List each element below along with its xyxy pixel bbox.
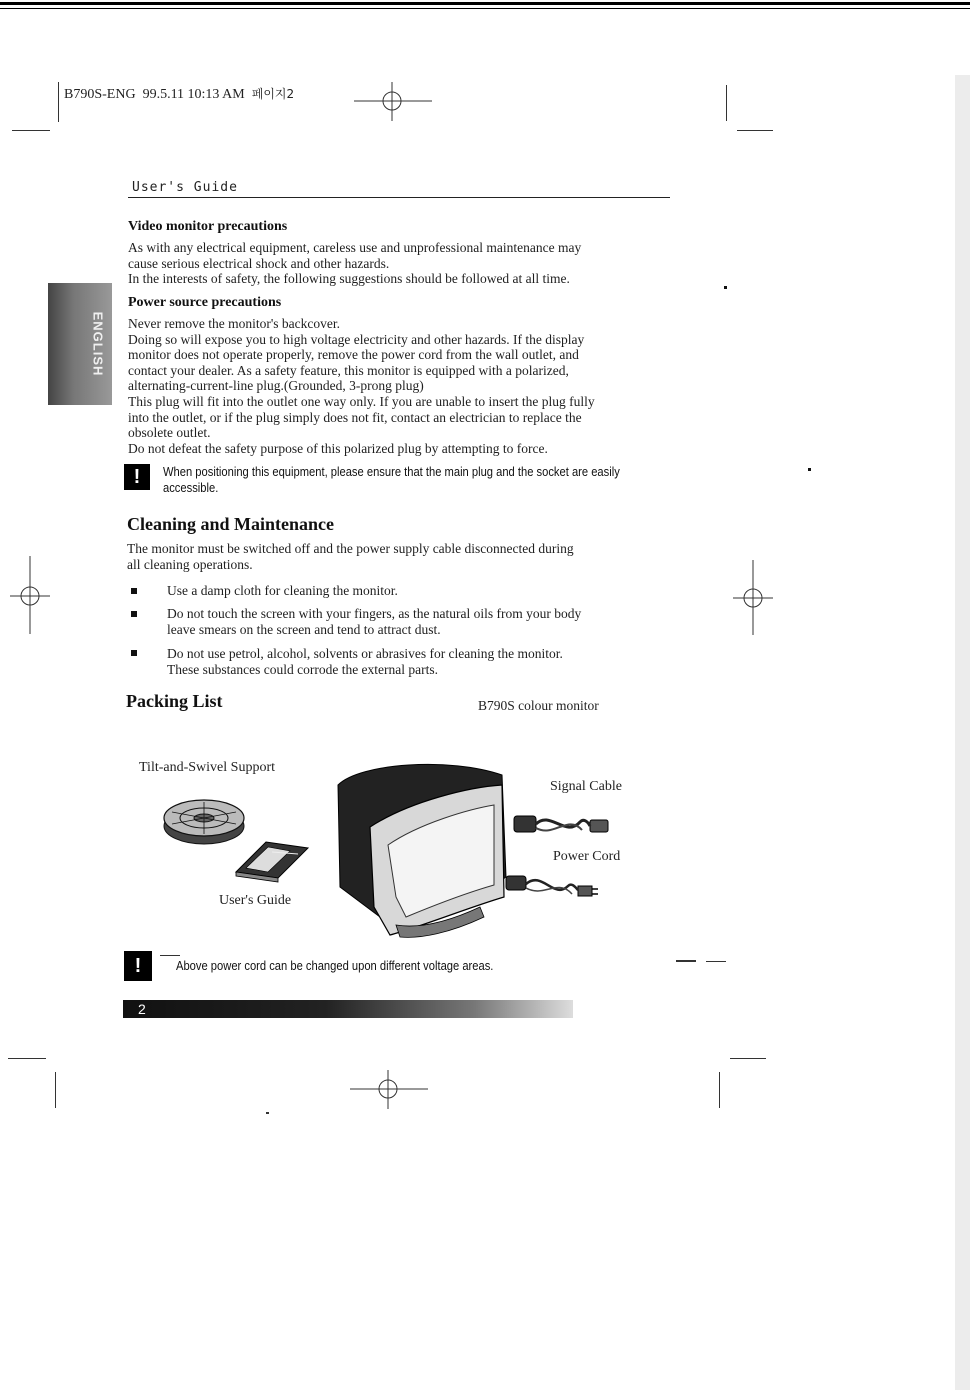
crop-mark-icon (737, 130, 773, 131)
text-line: As with any electrical equipment, careless use and unprofessional maintenance may (128, 240, 582, 255)
text-line: Do not use petrol, alcohol, solvents or abrasives for cleaning the monitor. (167, 646, 563, 661)
text-line: Use a damp cloth for cleaning the monitor. (167, 583, 398, 598)
power-cord-icon (502, 870, 600, 904)
note-line: When positioning this equipment, please ensure that the main plug and the socket are easily (163, 464, 620, 479)
scan-speck (724, 286, 727, 289)
slug-date: 99.5.11 (142, 87, 185, 102)
text-line: alternating-current-line plug.(Grounded, 3-prong plug) (128, 378, 424, 394)
warning-icon: ! (124, 464, 150, 490)
top-border-thick (0, 2, 970, 5)
crop-mark-icon (719, 1072, 720, 1108)
bullet-icon (131, 611, 137, 617)
section-heading-cleaning: Cleaning and Maintenance (127, 514, 335, 534)
page-number: 2 (138, 1001, 146, 1017)
packing-note: Above power cord can be changed upon different voltage areas. (176, 958, 494, 973)
text-line: In the interests of safety, the following suggestions should be followed at all time. (128, 271, 570, 287)
crop-mark-icon (55, 1072, 56, 1108)
bullet-icon (131, 650, 137, 656)
note-dash (160, 955, 180, 956)
crop-mark-icon (12, 130, 50, 131)
signal-cable-label: Signal Cable (550, 779, 622, 794)
text-line: These substances could corrode the external parts. (167, 661, 439, 677)
cleaning-bullet-3 (167, 646, 687, 677)
warning-icon: ! (124, 951, 152, 981)
text-line: Do not touch the screen with your fingers, as the natural oils from your body (167, 606, 582, 621)
section-heading-packing: Packing List (126, 691, 223, 711)
footer-bar (123, 1000, 573, 1018)
text-line: all cleaning operations. (127, 556, 253, 572)
registration-mark-icon (352, 82, 434, 122)
users-guide-booklet-icon (232, 838, 312, 884)
monitor-label: B790S colour monitor (478, 698, 599, 713)
power-paragraph (128, 316, 688, 456)
text-line: monitor does not operate properly, remove the power cord from the wall outlet, and (128, 347, 579, 363)
crop-mark-icon (730, 1058, 766, 1059)
scan-speck (266, 1112, 269, 1114)
signal-cable-icon (510, 808, 614, 842)
top-border-thin (0, 8, 970, 9)
crop-mark-icon (706, 961, 726, 962)
crop-mark-icon (58, 82, 59, 122)
note-line: accessible. (163, 480, 219, 495)
scan-speck (808, 468, 811, 471)
cleaning-bullet-2 (167, 606, 687, 637)
crop-mark-icon (726, 85, 727, 121)
running-header: User's Guide (132, 180, 238, 195)
cleaning-bullet-1 (167, 583, 687, 599)
text-line: The monitor must be switched off and the power supply cable disconnected during (127, 541, 574, 556)
monitor-icon (330, 757, 510, 941)
text-line: into the outlet, or if the plug simply does not fit, contact an electrician to replace the (128, 409, 582, 425)
video-paragraph (128, 240, 688, 287)
crop-mark-icon (8, 1058, 46, 1059)
support-label: Tilt-and-Swivel Support (139, 760, 275, 775)
registration-mark-icon (8, 556, 52, 636)
guide-label: User's Guide (219, 893, 292, 908)
registration-mark-icon (731, 560, 775, 636)
header-rule (128, 197, 670, 198)
crop-mark-icon (676, 960, 696, 962)
text-line: This plug will fit into the outlet one way only. If you are unable to insert the plug fully (128, 393, 595, 409)
text-line: Never remove the monitor's backcover. (128, 316, 340, 331)
text-line: Doing so will expose you to high voltage electricity and other hazards. If the display (128, 331, 585, 347)
print-slug (64, 85, 294, 103)
page-edge-shadow (955, 75, 970, 1390)
slug-file: B790S-ENG (64, 87, 136, 102)
text-line: contact your dealer. As a safety feature, this monitor is equipped with a polarized, (128, 362, 569, 378)
text-line: obsolete outlet. (128, 425, 211, 441)
text-line: cause serious electrical shock and other hazards. (128, 255, 390, 271)
cleaning-intro (127, 541, 687, 572)
text-line: leave smears on the screen and tend to attract dust. (167, 621, 441, 637)
power-note (163, 464, 662, 496)
slug-time: 10:13 AM (187, 87, 245, 102)
text-line: Do not defeat the safety purpose of this polarized plug by attempting to force. (128, 440, 548, 456)
power-cord-label: Power Cord (553, 849, 621, 864)
bullet-icon (131, 588, 137, 594)
language-tab-label: ENGLISH (90, 311, 106, 377)
section-heading-video: Video monitor precautions (128, 219, 288, 234)
section-heading-power: Power source precautions (128, 295, 282, 310)
registration-mark-icon (348, 1070, 430, 1110)
slug-page: 페이지2 (251, 87, 295, 101)
